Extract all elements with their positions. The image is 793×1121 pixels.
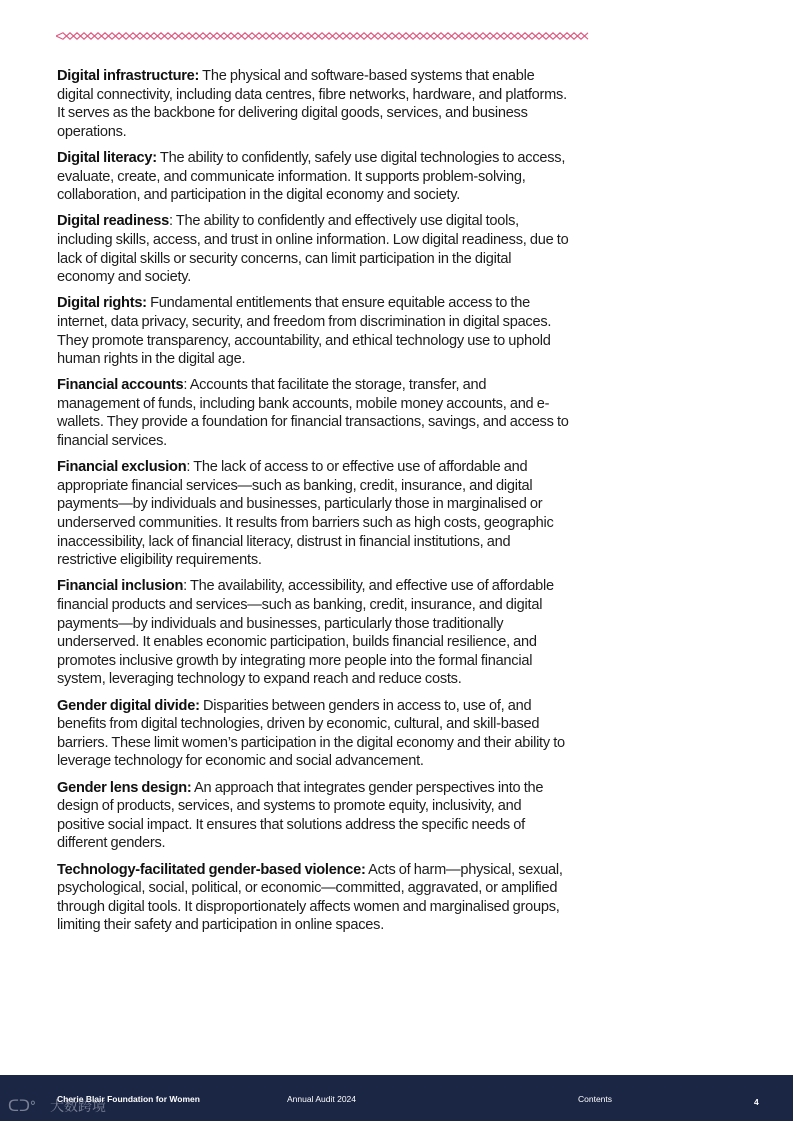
glossary-term: Gender lens design: <box>57 779 192 796</box>
glossary-definition: An approach that integrates gender perspectives into the design of products, services, and systems to promote equity, inclusivity, and positive social impact. It ensures that solutions address the specific needs of different genders. <box>57 779 544 852</box>
watermark-logo <box>6 1093 116 1117</box>
glossary-entry <box>57 294 569 368</box>
glossary-term: Digital rights: <box>57 295 147 312</box>
zigzag-line-lower <box>56 33 588 39</box>
glossary-term: Digital infrastructure: <box>57 68 200 84</box>
glossary-entry <box>57 779 569 853</box>
glossary-term: Technology-facilitated gender-based violence: <box>57 861 366 878</box>
glossary-term: Financial inclusion <box>57 578 184 595</box>
glossary-definition: Fundamental entitlements that ensure equitable access to the internet, data privacy, security, and freedom from discrimination in digital spaces. They promote transparency, accountability, and ethical technology use to uphold human rights in the digital age. <box>57 295 552 368</box>
watermark-text: 大数跨境 <box>50 1099 106 1115</box>
glossary-list <box>57 67 569 942</box>
glossary-definition: Disparities between genders in access to, use of, and benefits from digital technologies, driven by economic, cultural, and skill-based barriers. These limit women’s participation in the digital economy and their ability to leverage technology for economic and social advancement. <box>57 697 565 770</box>
glossary-entry <box>57 861 569 935</box>
glossary-entry <box>57 212 569 286</box>
glossary-term: Financial accounts <box>57 377 184 394</box>
decorative-zigzag-border <box>56 28 589 44</box>
svg-text:ᑕᑐᐤ: ᑕᑐᐤ <box>8 1097 36 1115</box>
glossary-term: Digital readiness <box>57 213 170 230</box>
glossary-entry <box>57 577 569 689</box>
glossary-definition: The physical and software-based systems that enable digital connectivity, including data centres, fibre networks, hardware, and platforms. It serves as the backbone for delivering digital goods, services, and business operations. <box>57 68 567 140</box>
glossary-term: Financial exclusion <box>57 459 187 476</box>
page-number: 4 <box>754 1097 759 1107</box>
glossary-term: Digital literacy: <box>57 149 157 166</box>
glossary-definition: : The lack of access to or effective use of affordable and appropriate financial services—such as banking, credit, insurance, and digital payments—by individuals and businesses, particularly those in marginalised or underserved communities. It results from barriers such as high costs, geographic inaccessibility, lack of financial literacy, distrust in financial institutions, and restrictive eligibility requirements. <box>57 459 554 569</box>
glossary-definition: : The availability, accessibility, and effective use of affordable financial products and services—such as banking, credit, insurance, and digital payments—by individuals and businesses, particularly those traditionally underserved. It enables economic participation, builds financial resilience, and promotes inclusive growth by integrating more people into the formal financial system, leveraging technology to expand reach and reduce costs. <box>57 578 554 688</box>
glossary-definition: : Accounts that facilitate the storage, transfer, and management of funds, including bank accounts, mobile money accounts, and e-wallets. They provide a foundation for financial transactions, savings, and access to financial services. <box>57 377 569 450</box>
page-footer <box>0 1075 793 1121</box>
footer-organization: Cherie Blair Foundation for Women <box>57 1094 200 1104</box>
contents-link[interactable]: Contents <box>578 1094 613 1104</box>
glossary-entry <box>57 376 569 450</box>
glossary-entry <box>57 67 569 141</box>
glossary-definition: : The ability to confidently and effectively use digital tools, including skills, access, and trust in online information. Low digital readiness, due to lack of digital skills or security concerns, can limit participation in the digital economy and society. <box>57 213 569 286</box>
glossary-definition: The ability to confidently, safely use digital technologies to access, evaluate, create, and communicate information. It supports problem-solving, collaboration, and participation in the digital economy and society. <box>57 149 566 204</box>
glossary-entry <box>57 149 569 205</box>
glossary-definition: Acts of harm—physical, sexual, psychological, social, political, or economic—committed, aggravated, or amplified through digital tools. It disproportionately affects women and marginalised groups, limiting their safety and participation in online spaces. <box>57 861 563 934</box>
glossary-term: Gender digital divide: <box>57 697 200 714</box>
footer-document-title: Annual Audit 2024 <box>287 1094 357 1104</box>
glossary-entry <box>57 458 569 570</box>
glossary-entry <box>57 697 569 771</box>
